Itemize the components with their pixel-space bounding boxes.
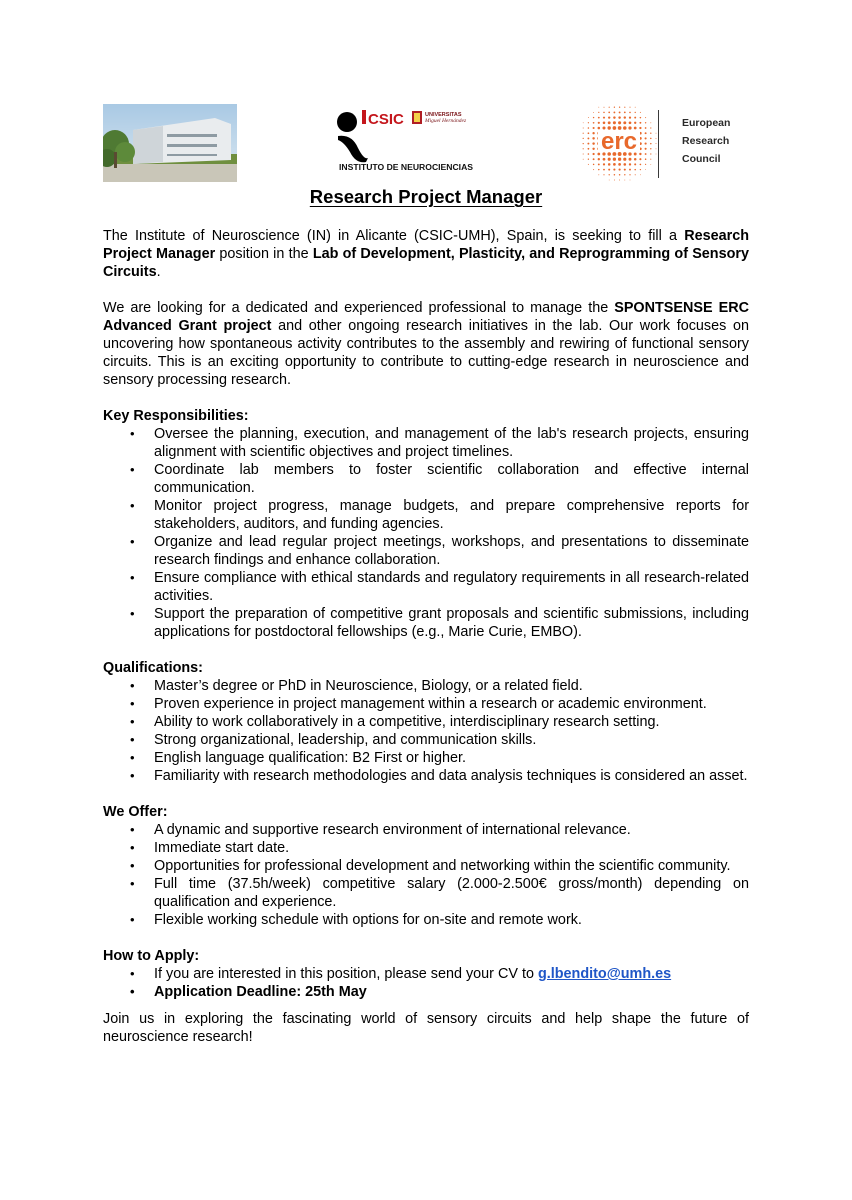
email-link[interactable]: g.lbendito@umh.es xyxy=(537,966,672,982)
erc-dot xyxy=(645,137,647,139)
erc-dot xyxy=(583,148,584,149)
erc-dot xyxy=(609,180,610,181)
institute-building-photo xyxy=(103,104,237,182)
erc-dot xyxy=(608,116,610,118)
list-item: • Opportunities for professional development and networking within the scientific community. xyxy=(103,857,749,875)
institute-logo-text: INSTITUTO DE NEUROCIENCIAS xyxy=(339,162,474,172)
erc-dot xyxy=(583,138,584,139)
erc-dot xyxy=(650,127,651,128)
erc-dot xyxy=(623,121,626,124)
erc-dot xyxy=(613,163,616,166)
list-item: • Support the preparation of competitive grant proposals and scientific submissions, including applications for postdoctoral fellowships (e.g., Marie Curie, EMBO). xyxy=(103,605,749,641)
erc-dot xyxy=(634,169,636,171)
erc-dot xyxy=(603,122,606,125)
erc-dot xyxy=(618,116,620,118)
erc-dot xyxy=(634,117,636,119)
erc-dot xyxy=(614,107,615,108)
erc-dot xyxy=(613,116,615,118)
erc-dot xyxy=(656,138,657,139)
erc-dot xyxy=(613,121,616,124)
erc-dot xyxy=(598,107,599,108)
erc-dot xyxy=(598,127,601,130)
svg-text:UNIVERSITAS: UNIVERSITAS xyxy=(425,112,462,118)
erc-dot xyxy=(593,153,595,155)
erc-dot xyxy=(624,107,625,108)
erc-dot xyxy=(614,180,615,181)
erc-dot xyxy=(623,158,626,161)
erc-dot xyxy=(635,174,636,175)
erc-dot xyxy=(592,132,594,134)
erc-dot xyxy=(618,158,621,161)
erc-dot xyxy=(583,143,584,144)
list-item: • Oversee the planning, execution, and management of the lab's research projects, ensuring alignment with scientific objectives and project timelines. xyxy=(103,425,749,461)
list-item: • Proven experience in project management within a research or academic environment. xyxy=(103,695,749,713)
erc-dot xyxy=(614,174,616,176)
erc-dot xyxy=(603,117,605,119)
erc-dot xyxy=(618,163,621,166)
erc-dot xyxy=(650,122,651,123)
intro-paragraph: The Institute of Neuroscience (IN) in Alicante (CSIC-UMH), Spain, is seeking to fill a Research Project Manager position in the Lab of Development, Plasticity, and Reprogramming of Sensory Circuits. xyxy=(103,228,749,280)
erc-dot xyxy=(624,112,626,114)
list-item: • Full time (37.5h/week) competitive salary (2.000-2.500€ gross/month) depending on qualification and experience. xyxy=(103,875,749,911)
erc-dot xyxy=(645,169,646,170)
erc-dot xyxy=(640,174,641,175)
list-item: • Flexible working schedule with options for on-site and remote work. xyxy=(103,911,749,929)
erc-dot xyxy=(588,122,589,123)
erc-dot xyxy=(583,122,584,123)
erc-dot xyxy=(640,117,642,119)
erc-divider xyxy=(658,110,659,178)
erc-dot xyxy=(587,137,589,139)
erc-dot xyxy=(588,117,589,118)
erc-dot xyxy=(608,121,611,124)
apply-heading: How to Apply: xyxy=(103,948,200,964)
lab-name: Lab of Development, Plasticity, and Reprogramming of Sensory Circuits xyxy=(103,246,749,280)
erc-dot xyxy=(604,107,605,108)
erc-dot xyxy=(588,159,589,160)
erc-dot xyxy=(619,107,620,108)
erc-dot xyxy=(598,169,599,170)
erc-logo-text: erc xyxy=(600,128,638,155)
erc-dot xyxy=(629,169,631,171)
qualifications-heading: Qualifications: xyxy=(103,660,203,676)
list-item: • Strong organizational, leadership, and communication skills. xyxy=(103,731,749,749)
list-item: • Master’s degree or PhD in Neuroscience, Biology, or a related field. xyxy=(103,677,749,695)
list-item: • Organize and lead regular project meetings, workshops, and presentations to disseminate research findings and enhance collaboration. xyxy=(103,533,749,569)
erc-dot xyxy=(629,112,631,114)
job-description xyxy=(103,227,749,1046)
qualifications-list xyxy=(103,677,749,785)
erc-dot xyxy=(598,122,600,124)
erc-dot xyxy=(593,169,594,170)
erc-dot xyxy=(608,112,610,114)
erc-dot xyxy=(645,117,646,118)
erc-dot xyxy=(640,164,642,166)
erc-dot xyxy=(645,158,647,160)
erc-dot xyxy=(656,148,657,149)
erc-dot xyxy=(588,148,590,150)
erc-dot xyxy=(639,122,641,124)
erc-dot xyxy=(583,153,584,154)
erc-dot xyxy=(613,169,615,171)
erc-dot xyxy=(640,169,641,170)
instituto-neurociencias-logo xyxy=(336,104,476,172)
erc-dot xyxy=(593,127,595,129)
erc-dot xyxy=(618,121,621,124)
erc-dot xyxy=(639,127,641,129)
erc-dot xyxy=(609,174,610,175)
erc-dot xyxy=(609,107,610,108)
position-title: Research Project Manager xyxy=(103,228,749,262)
erc-dot xyxy=(619,111,621,113)
erc-dot xyxy=(656,143,657,144)
erc-dot xyxy=(624,174,625,175)
erc-dot xyxy=(603,158,606,161)
erc-dot xyxy=(583,159,584,160)
erc-dot xyxy=(629,121,632,124)
erc-dot xyxy=(598,158,600,160)
erc-dot xyxy=(629,107,630,108)
erc-dot xyxy=(639,153,641,155)
erc-dot xyxy=(588,127,590,129)
erc-dot xyxy=(629,163,631,165)
list-item: • Ensure compliance with ethical standards and regulatory requirements in all research-related activities. xyxy=(103,569,749,605)
erc-dot xyxy=(629,158,632,161)
erc-name-line-3: Council xyxy=(682,153,721,165)
csic-logo-text: CSIC xyxy=(368,111,404,128)
erc-dot xyxy=(608,158,611,161)
list-item: • Monitor project progress, manage budgets, and prepare comprehensive reports for stakeholders, auditors, and funding agencies. xyxy=(103,497,749,533)
erc-dot xyxy=(598,174,599,175)
erc-dot xyxy=(588,153,590,155)
erc-dot xyxy=(588,164,589,165)
erc-dot xyxy=(593,164,595,166)
erc-dot xyxy=(587,143,589,145)
erc-dot xyxy=(593,117,594,118)
erc-dot xyxy=(634,158,637,161)
erc-dot xyxy=(650,164,651,165)
erc-dot xyxy=(598,112,599,113)
responsibilities-list xyxy=(103,425,749,641)
closing-paragraph: Join us in exploring the fascinating world of sensory circuits and help shape the future of neuroscience research! xyxy=(103,1011,749,1045)
list-item: • English language qualification: B2 First or higher. xyxy=(103,749,749,767)
erc-dot xyxy=(645,132,647,134)
erc-dot xyxy=(592,137,594,139)
erc-dot xyxy=(593,158,595,160)
svg-text:Miguel Hernández: Miguel Hernández xyxy=(425,118,467,124)
erc-dot xyxy=(613,111,615,113)
erc-dot xyxy=(629,174,630,175)
apply-list xyxy=(103,965,749,1001)
erc-dot xyxy=(624,169,626,171)
erc-dot xyxy=(619,174,621,176)
erc-name-line-1: European xyxy=(682,117,731,129)
erc-dot xyxy=(593,122,595,124)
list-item: • Immediate start date. xyxy=(103,839,749,857)
erc-dot xyxy=(645,143,647,145)
erc-dot xyxy=(639,158,641,160)
project-name: SPONTSENSE ERC Advanced Grant project xyxy=(103,300,749,334)
page-title: Research Project Manager xyxy=(309,186,543,207)
erc-dot xyxy=(592,148,594,150)
erc-name-line-2: Research xyxy=(682,135,730,147)
responsibilities-heading: Key Responsibilities: xyxy=(103,408,249,424)
list-item: • Coordinate lab members to foster scientific collaboration and effective internal communication. xyxy=(103,461,749,497)
erc-dot xyxy=(603,169,605,171)
offer-list xyxy=(103,821,749,929)
erc-dot xyxy=(603,112,605,114)
erc-dot xyxy=(645,148,647,150)
erc-dot xyxy=(624,116,626,118)
erc-dot xyxy=(629,117,631,119)
erc-dot xyxy=(583,128,584,129)
list-item: • A dynamic and supportive research environment of international relevance. xyxy=(103,821,749,839)
erc-dot xyxy=(583,133,584,134)
erc-dot xyxy=(597,153,600,156)
erc-dot xyxy=(635,107,636,108)
erc-dot xyxy=(598,163,600,165)
list-item: • Application Deadline: 25th May xyxy=(103,983,749,1001)
erc-dot xyxy=(593,112,594,113)
erc-dot xyxy=(645,153,647,155)
erc-dot xyxy=(619,169,621,171)
erc-dot xyxy=(603,163,605,165)
erc-dot xyxy=(650,138,652,140)
erc-dot xyxy=(608,163,611,166)
erc-dot xyxy=(650,153,651,154)
erc-dot xyxy=(640,112,641,113)
erc-dot xyxy=(613,158,616,161)
erc-dot xyxy=(650,148,651,149)
erc-dot xyxy=(624,180,625,181)
list-item: • Ability to work collaboratively in a competitive, interdisciplinary research setting. xyxy=(103,713,749,731)
erc-dot xyxy=(635,112,636,113)
list-item: • Familiarity with research methodologies and data analysis techniques is considered an asset. xyxy=(103,767,749,785)
erc-dot xyxy=(592,142,594,144)
list-item: • If you are interested in this position, please send your CV to g.lbendito@umh.es xyxy=(103,965,749,983)
erc-dot xyxy=(630,180,631,181)
erc-dot xyxy=(588,132,590,134)
erc-dot xyxy=(603,174,604,175)
erc-dot xyxy=(645,164,646,165)
erc-dot xyxy=(634,163,636,165)
erc-dot xyxy=(634,122,636,124)
erc-dot xyxy=(650,143,652,145)
erc-dot xyxy=(645,127,647,129)
erc-dot xyxy=(650,159,651,160)
erc-dot xyxy=(645,122,646,123)
erc-dot xyxy=(656,154,657,155)
erc-dot xyxy=(608,169,610,171)
erc-dot xyxy=(619,180,620,181)
offer-heading: We Offer: xyxy=(103,804,168,820)
erc-dot xyxy=(598,117,600,119)
erc-dot xyxy=(624,163,627,166)
erc-dot xyxy=(656,133,657,134)
about-paragraph: We are looking for a dedicated and experienced professional to manage the SPONTSENSE ERC Advanced Grant project and other ongoing research initiatives in the lab. Our work focuses on uncovering how spontaneous activity contributes to the assembly and rewiring of functional sensory circuits. This is an exciting opportunity to contribute to cutting-edge research in neuroscience and sensory processing research. xyxy=(103,300,749,388)
erc-dot xyxy=(650,133,651,134)
